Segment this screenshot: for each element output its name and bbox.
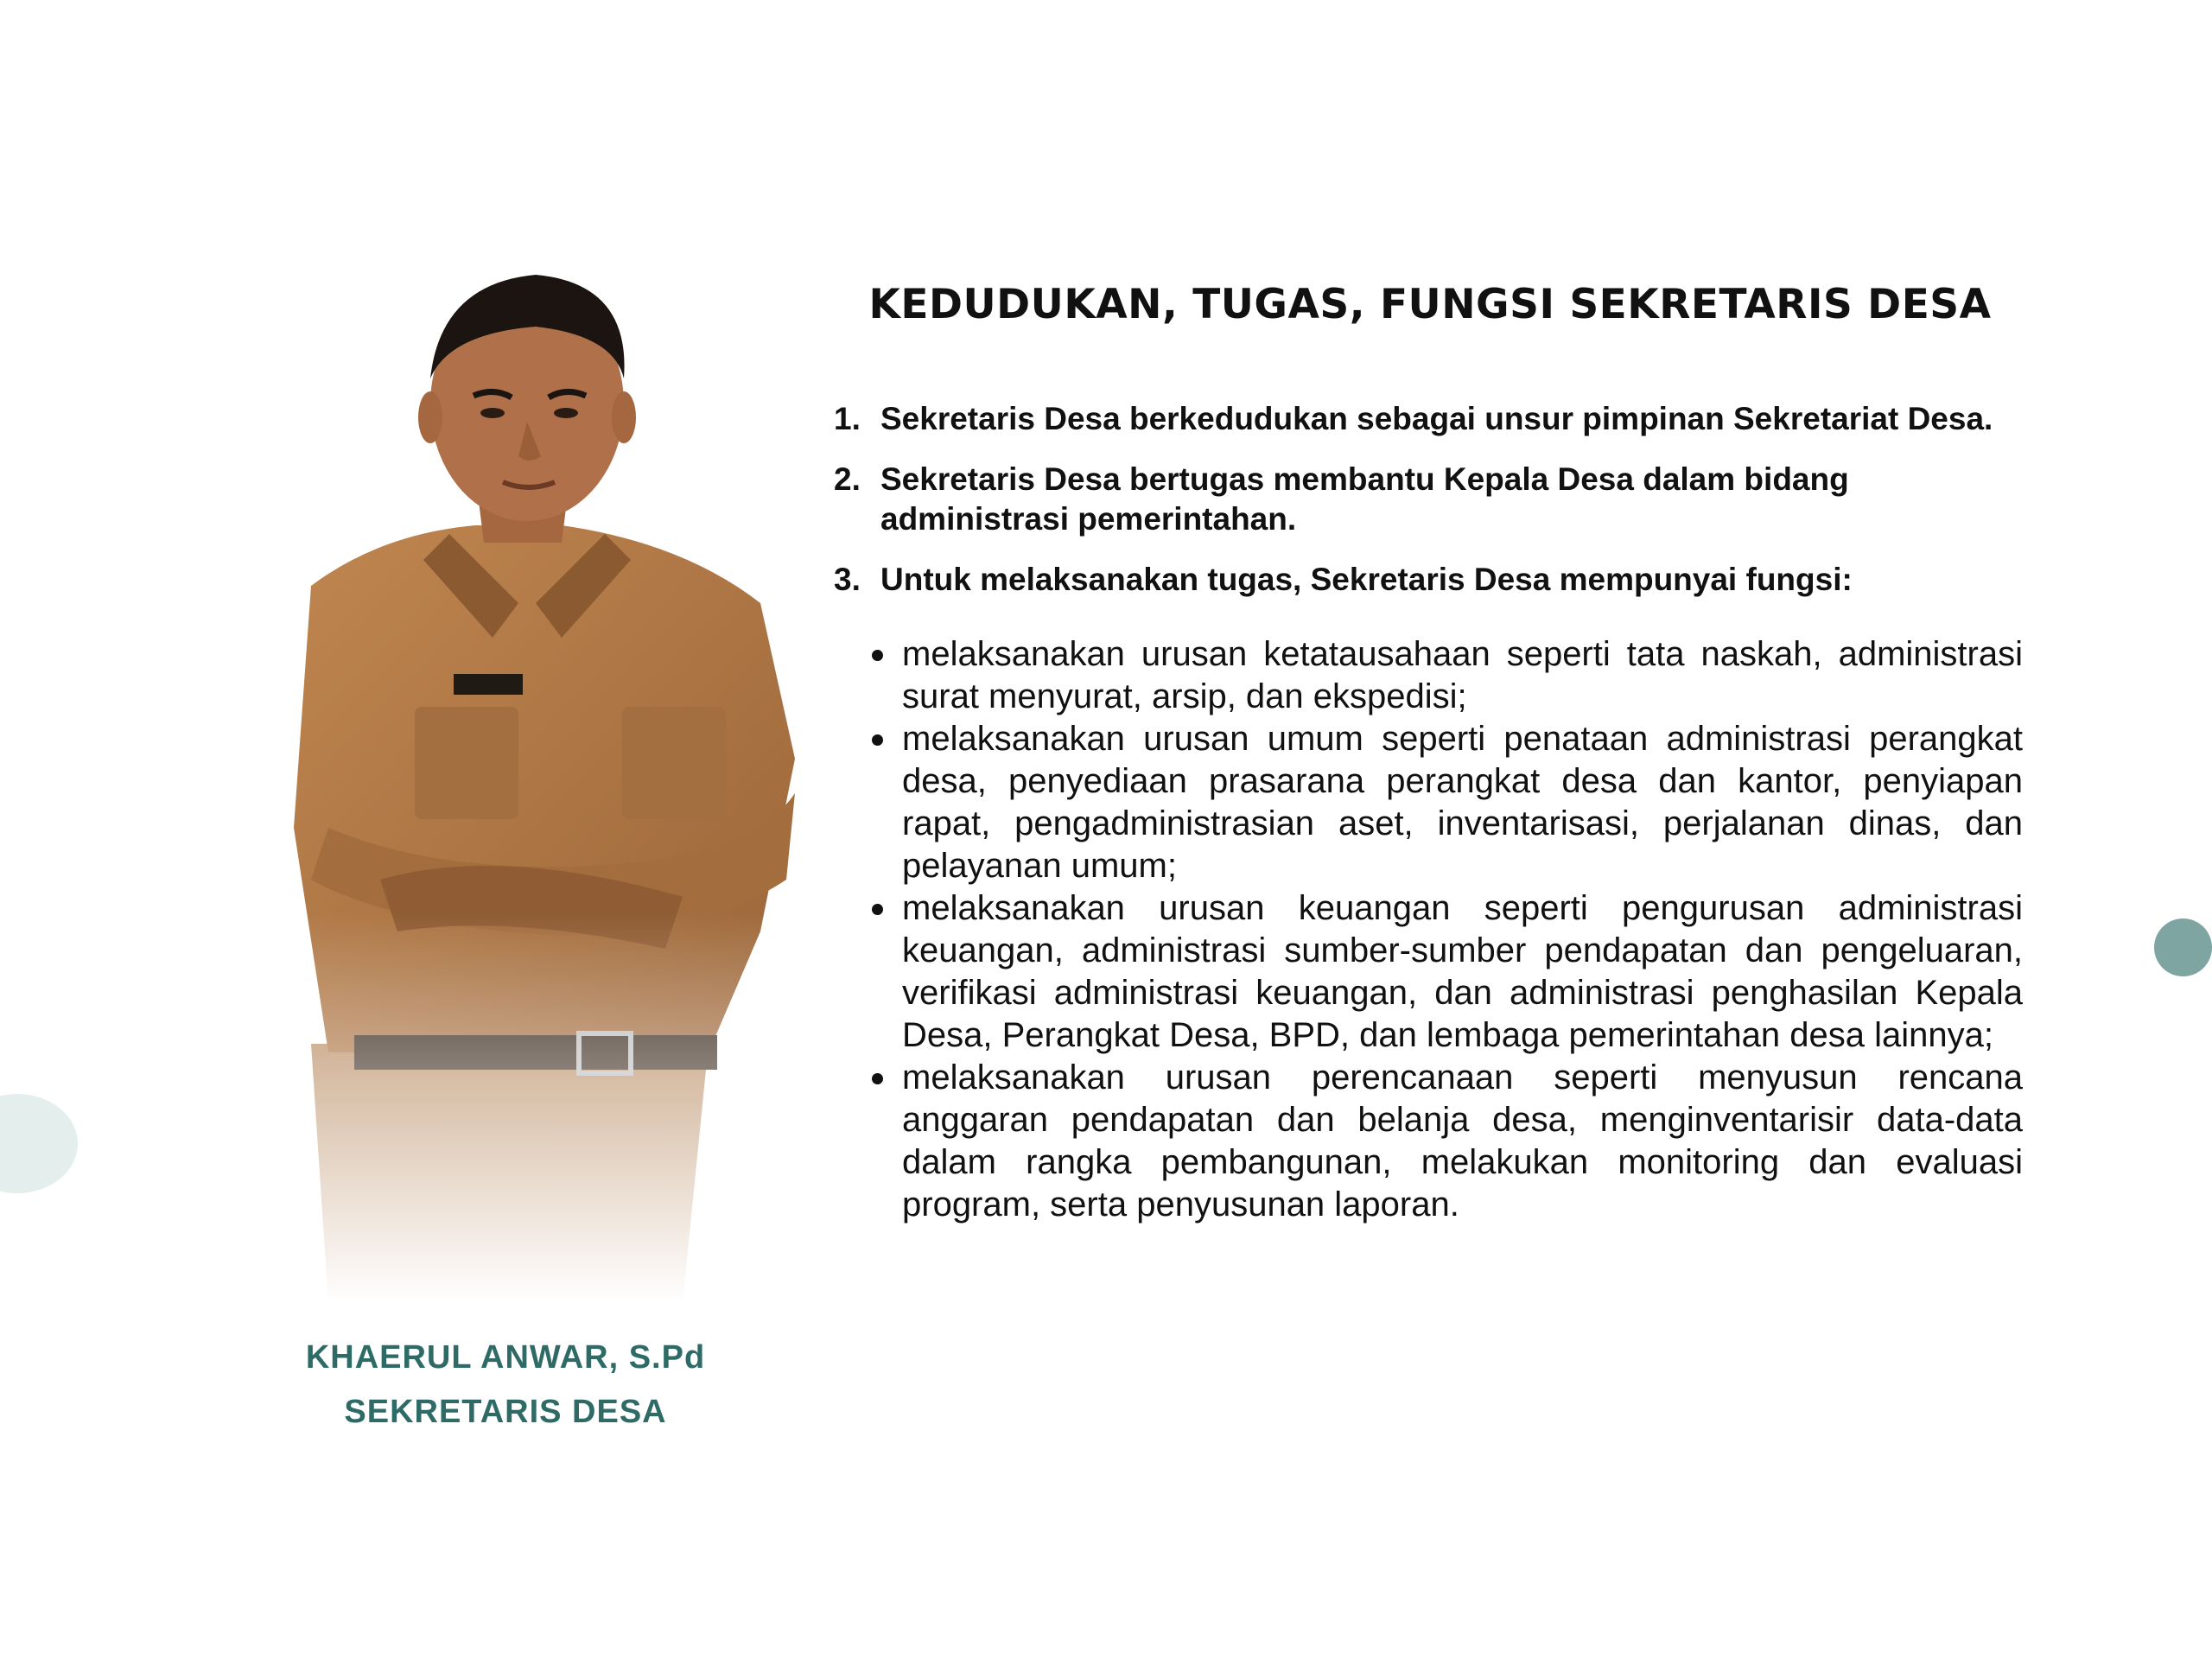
function-item	[867, 633, 2023, 718]
person-caption	[259, 1331, 752, 1440]
function-item	[867, 718, 2023, 887]
bullet-icon	[872, 904, 883, 915]
functions-list	[867, 633, 2023, 1226]
item-text: Untuk melaksanakan tugas, Sekretaris Desa mempunyai fungsi:	[880, 562, 1853, 597]
numbered-item	[834, 560, 2044, 600]
bullet-icon	[872, 650, 883, 661]
numbered-list	[834, 399, 2044, 620]
official-portrait	[276, 275, 812, 1303]
page-title: KEDUDUKAN, TUGAS, FUNGSI SEKRETARIS DESA	[868, 281, 1992, 328]
function-text: melaksanakan urusan ketatausahaan seperti tata naskah, administrasi surat menyurat, arsip, dan ekspedisi;	[902, 635, 2023, 715]
item-number: 1.	[834, 401, 861, 436]
function-text: melaksanakan urusan perencanaan seperti menyusun rencana anggaran pendapatan dan belanja desa, menginventarisir data-data dalam rangka pembangunan, melakukan monitoring dan evaluasi program, serta penyusunan laporan.	[902, 1058, 2023, 1224]
function-text: melaksanakan urusan umum seperti penataan administrasi perangkat desa, penyediaan prasarana perangkat desa dan kantor, penyiapan rapat, pengadministrasian aset, inventarisasi, perjalanan dinas, dan pelayanan umum;	[902, 720, 2023, 885]
decorative-circle-left	[0, 1094, 78, 1193]
decorative-circle-right	[2154, 918, 2212, 976]
function-item	[867, 1057, 2023, 1226]
bullet-icon	[872, 1073, 883, 1084]
numbered-item	[834, 460, 2044, 539]
person-position: SEKRETARIS DESA	[344, 1394, 667, 1430]
item-number: 3.	[834, 562, 861, 597]
person-name: KHAERUL ANWAR, S.Pd	[305, 1339, 706, 1376]
item-text: Sekretaris Desa berkedudukan sebagai unsur pimpinan Sekretariat Desa.	[880, 401, 1993, 436]
function-text: melaksanakan urusan keuangan seperti pengurusan administrasi keuangan, administrasi sumber-sumber pendapatan dan pengeluaran, verifikasi administrasi keuangan, dan administrasi penghasilan Kepala Desa, Perangkat Desa, BPD, dan lembaga pemerintahan desa lainnya;	[902, 889, 2023, 1054]
item-text: Sekretaris Desa bertugas membantu Kepala Desa dalam bidang administrasi pemerintahan.	[880, 461, 1849, 537]
numbered-item	[834, 399, 2044, 439]
function-item	[867, 887, 2023, 1057]
item-number: 2.	[834, 461, 861, 497]
bullet-icon	[872, 734, 883, 746]
